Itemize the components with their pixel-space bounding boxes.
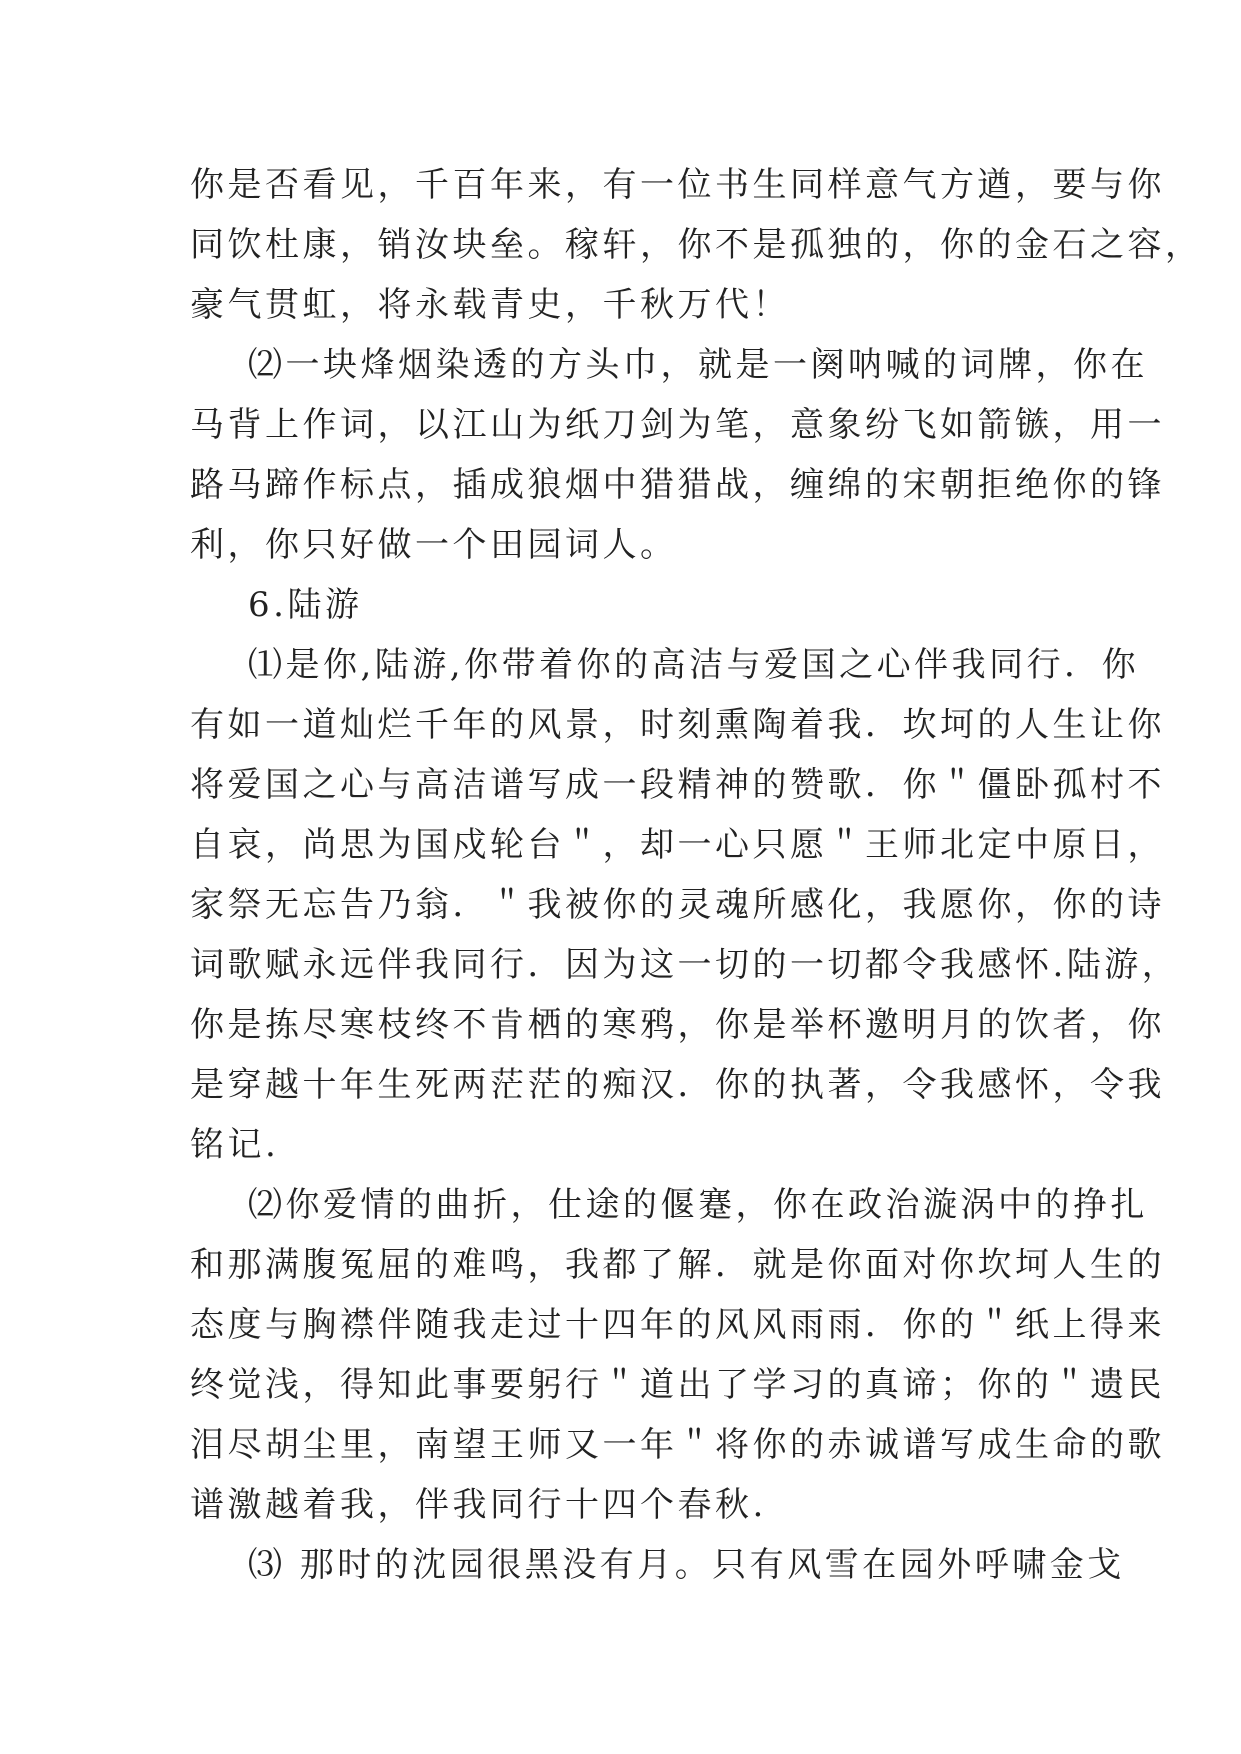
paragraph	[190, 1535, 1125, 1595]
text-line: 豪气贯虹，将永载青史，千秋万代！	[190, 285, 790, 325]
text-line: 谱激越着我，伴我同行十四个春秋.	[190, 1485, 767, 1525]
text-line: 将爱国之心与高洁谱写成一段精神的赞歌．你＂僵卧孤村不	[190, 765, 1165, 805]
paragraph	[190, 335, 1165, 575]
text-line: 泪尽胡尘里，南望王师又一年＂将你的赤诚谱写成生命的歌	[190, 1425, 1165, 1465]
text-line: 态度与胸襟伴随我走过十四年的风风雨雨．你的＂纸上得来	[190, 1305, 1165, 1345]
paragraph	[190, 155, 1203, 335]
text-line: 和那满腹冤屈的难鸣，我都了解．就是你面对你坎坷人生的	[190, 1245, 1165, 1285]
text-line: 6.陆游	[248, 585, 363, 625]
text-line: ⑵你爱情的曲折，仕途的偃蹇，你在政治漩涡中的挣扎	[248, 1185, 1148, 1225]
paragraph	[190, 575, 1070, 635]
text-line: 利，你只好做一个田园词人。	[190, 525, 678, 565]
paragraph	[190, 1175, 1165, 1535]
text-line: 你是拣尽寒枝终不肯栖的寒鸦，你是举杯邀明月的饮者，你	[190, 1005, 1165, 1045]
text-line: 词歌赋永远伴我同行．因为这一切的一切都令我感怀.陆游，	[190, 945, 1180, 985]
text-line: 家祭无忘告乃翁．＂我被你的灵魂所感化，我愿你，你的诗	[190, 885, 1165, 925]
document-body	[190, 155, 1203, 1595]
text-line: 终觉浅，得知此事要躬行＂道出了学习的真谛；你的＂遗民	[190, 1365, 1165, 1405]
text-line: 是穿越十年生死两茫茫的痴汉．你的执著，令我感怀，令我	[190, 1065, 1165, 1105]
text-line: 铭记.	[190, 1125, 280, 1165]
text-line: 路马蹄作标点，插成狼烟中猎猎战，缠绵的宋朝拒绝你的锋	[190, 465, 1165, 505]
text-line: 有如一道灿烂千年的风景，时刻熏陶着我．坎坷的人生让你	[190, 705, 1165, 745]
paragraph	[190, 635, 1180, 1175]
text-line: 自哀，尚思为国戍轮台＂，却一心只愿＂王师北定中原日，	[190, 825, 1165, 865]
text-line: 马背上作词，以江山为纸刀剑为笔，意象纷飞如箭镞，用一	[190, 405, 1165, 445]
text-line: ⑵一块烽烟染透的方头巾，就是一阕呐喊的词牌，你在	[248, 345, 1148, 385]
text-line: 你是否看见，千百年来，有一位书生同样意气方遒，要与你	[190, 165, 1165, 205]
text-line: 同饮杜康，销汝块垒。稼轩，你不是孤独的，你的金石之容，	[190, 225, 1203, 265]
text-line: ⑶ 那时的沈园很黑没有月。只有风雪在园外呼啸金戈	[248, 1545, 1125, 1585]
text-line: ⑴是你,陆游,你带着你的高洁与爱国之心伴我同行．你	[248, 645, 1140, 685]
